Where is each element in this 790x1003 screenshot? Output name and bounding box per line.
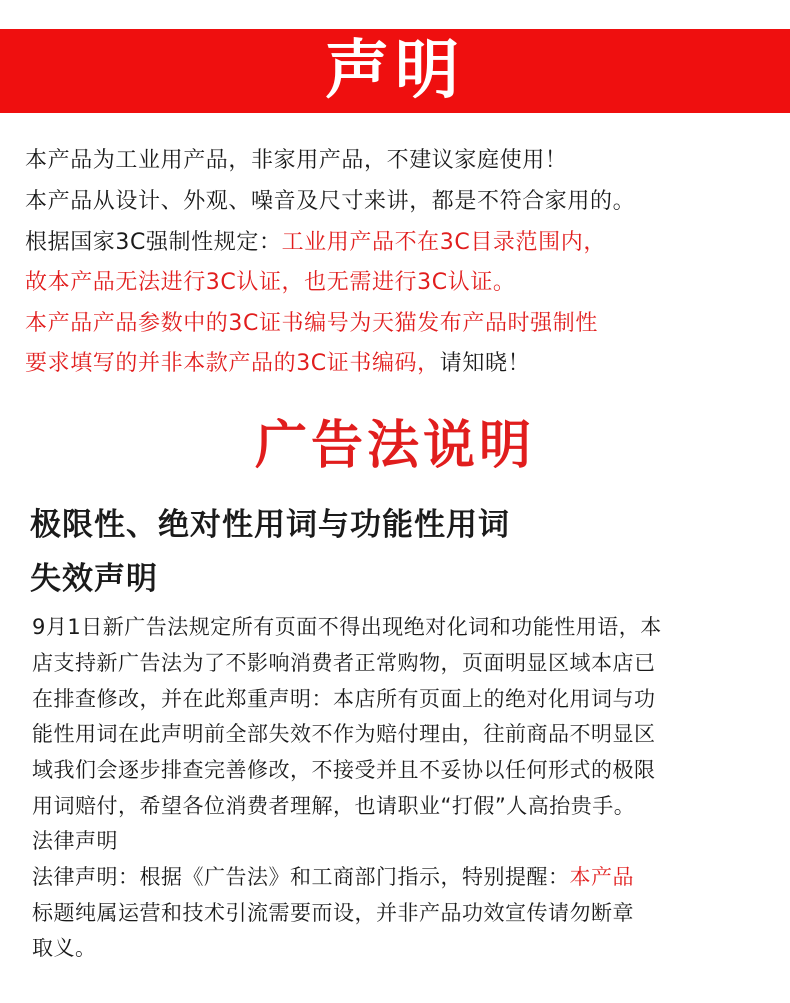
paragraph-line: 域我们会逐步排查完善修改，不接受并且不妥协以任何形式的极限	[32, 758, 656, 782]
declaration-line-5: 本产品产品参数中的3C证书编号为天猫发布产品时强制性	[25, 311, 598, 336]
legal-line-2: 标题纯属运营和技术引流需要而设，并非产品功效宣传请勿断章	[32, 901, 634, 925]
legal-line-3: 取义。	[32, 936, 97, 960]
header-banner	[0, 29, 790, 113]
declaration-line-1: 本产品为工业用产品，非家用产品，不建议家庭使用！	[25, 148, 568, 173]
declaration-line-3	[25, 230, 606, 256]
paragraph-line: 在排查修改，并在此郑重声明：本店所有页面上的绝对化用词与功	[32, 687, 656, 711]
declaration-line-6-black: 请知晓！	[439, 351, 531, 376]
declaration-line-3-red: 工业用产品不在3C目录范围内，	[281, 230, 606, 255]
paragraph-line: 能性用词在此声明前全部失效不作为赔付理由，往前商品不明显区	[32, 722, 656, 746]
declaration-line-2: 本产品从设计、外观、噪音及尺寸来讲，都是不符合家用的。	[25, 189, 636, 214]
declaration-line-4: 故本产品无法进行3C认证，也无需进行3C认证。	[25, 270, 516, 295]
declaration-line-6-red: 要求填写的并非本款产品的3C证书编码，	[25, 351, 440, 376]
paragraph-line: 店支持新广告法为了不影响消费者正常购物，页面明显区域本店已	[32, 651, 656, 675]
paragraph-line: 9月1日新广告法规定所有页面不得出现绝对化词和功能性用语，本	[32, 615, 662, 639]
legal-line-1-black: 法律声明：根据《广告法》和工商部门指示，特别提醒：	[32, 865, 570, 889]
ad-law-heading-line-2: 失效声明	[30, 561, 158, 597]
legal-line-1	[32, 865, 634, 890]
ad-law-heading-line-1: 极限性、绝对性用词与功能性用词	[30, 507, 510, 543]
ad-law-title: 广告法说明	[254, 416, 535, 476]
banner-title: 声明	[325, 34, 465, 108]
legal-heading: 法律声明	[32, 829, 118, 853]
paragraph-line: 用词赔付，希望各位消费者理解，也请职业“打假”人高抬贵手。	[32, 794, 636, 818]
legal-line-1-red: 本产品	[569, 865, 634, 889]
declaration-line-6	[25, 351, 530, 377]
declaration-line-3-black: 根据国家3C强制性规定：	[25, 230, 282, 255]
